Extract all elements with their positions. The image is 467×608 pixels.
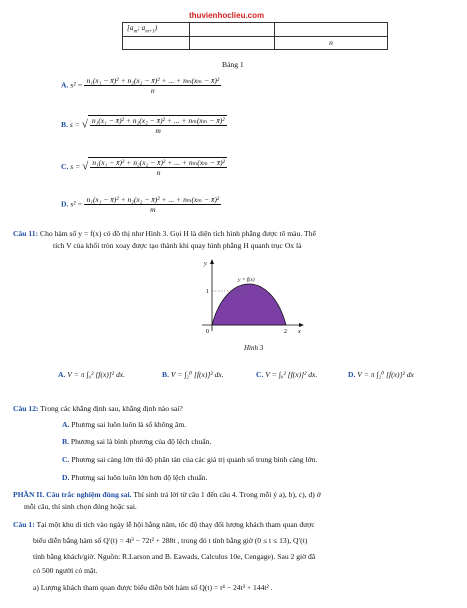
question-label: Câu 1:	[13, 520, 35, 529]
option-c-variance	[61, 157, 227, 178]
table-row	[123, 23, 388, 37]
sqrt-body	[88, 115, 227, 136]
question-1	[13, 520, 315, 529]
question-1-line2: biểu diễn bằng hàm số Q′(t) = 4t³ − 72t² + 288t , trong đó t tính bằng giờ (0 ≤ t ≤ 13), Q′(t)	[33, 536, 308, 545]
formula-fraction: $\frac{\text{n₁(x₁ − x̄)² + n₂(x₂ − x̄)² + ... + nₘ(xₘ − x̄)²}}{n}$	[86, 76, 220, 96]
option-letter: B.	[61, 120, 68, 130]
x-axis-arrow-icon	[299, 323, 304, 327]
question-label: Câu 11:	[13, 229, 39, 238]
formula-fraction: $\frac{\text{n₁(x₁ − x̄)² + n₂(x₂ − x̄)² + ... + nₘ(xₘ − x̄)²}}{n}$	[92, 158, 225, 178]
sqrt-body	[88, 157, 227, 178]
table-cell	[123, 36, 190, 49]
question-text: Trong các khẳng định sau, khẳng định nào sai?	[40, 404, 183, 413]
option-letter: C.	[61, 162, 69, 172]
shaded-region	[212, 284, 286, 325]
option-d-variance	[61, 195, 221, 215]
table-caption: Bảng 1	[222, 60, 244, 69]
curve-label: y = f(x)	[238, 277, 255, 283]
option-lhs: s² =	[70, 199, 83, 209]
part-2-instructions: Thí sinh trả lời từ câu 1 đến câu 4. Trong mỗi ý a), b), c), d) ở	[131, 490, 321, 499]
table-cell	[275, 23, 388, 37]
sqrt-icon: √	[81, 118, 88, 131]
question-11-line2: tích V của khối tròn xoay được tạo thành khi quay hình phẳng H quanh trục Ox là	[53, 241, 302, 250]
formula-fraction: $\frac{\text{n₁(x₁ − x̄)² + n₂(x₂ − x̄)² + ... + nₘ(xₘ − x̄)²}}{m}$	[91, 116, 225, 136]
q12-option-b: B. Phương sai là bình phương của độ lệch chuẩn.	[62, 437, 212, 446]
option-letter: D.	[61, 199, 69, 209]
table-cell: n	[275, 36, 388, 49]
question-text: Cho hàm số y = f(x) có đồ thị như Hình 3. Gọi H là diện tích hình phẳng được tô màu. Thể	[40, 229, 316, 238]
question-label: Câu 12:	[13, 404, 39, 413]
y-axis-arrow-icon	[210, 259, 214, 264]
frequency-table	[122, 22, 388, 50]
question-12	[13, 404, 183, 413]
tick-label-2: 2	[284, 329, 287, 335]
option-lhs: s =	[70, 162, 81, 172]
tick-label-0: 0	[206, 329, 209, 335]
question-text: Tại một khu di tích vào ngày lễ hội hằng năm, tốc độ thay đổi lượng khách tham quan được	[36, 520, 315, 529]
y-label: y	[204, 261, 207, 267]
table-cell	[190, 23, 275, 37]
sqrt-icon: √	[82, 160, 89, 173]
question-11	[13, 229, 453, 238]
question-1-line4: có 500 người có mặt.	[33, 566, 98, 575]
option-letter: A.	[61, 80, 69, 90]
option-a-variance	[61, 76, 221, 96]
formula-fraction: $\frac{\text{n₁(x₁ − x̄)² + n₂(x₂ − x̄)² + ... + nₘ(xₘ − x̄)²}}{m}$	[86, 195, 220, 215]
q12-option-a: A. Phương sai luôn luôn là số không âm.	[62, 420, 187, 429]
table-cell	[190, 36, 275, 49]
option-b-variance	[61, 115, 227, 136]
part-2-heading	[13, 490, 458, 499]
watermark: thuvienhoclieu.com	[189, 11, 265, 20]
q11-option-d: D. V = π ∫₂⁰ [f(x)]² dx	[348, 370, 414, 379]
table-row	[123, 36, 388, 49]
part-2-instructions-line2: mỗi câu, thí sinh chọn đúng hoặc sai.	[24, 502, 137, 511]
question-1-line3: tính bằng khách/giờ. Nguồn: R.Larson and B. Eawads, Calculus 10e, Cengage). Sau 2 giờ đã	[33, 552, 316, 561]
tick-label-1: 1	[206, 289, 209, 295]
q12-option-c: C. Phương sai càng lớn thì độ phân tán của các giá trị quanh số trung bình càng lớn.	[62, 455, 318, 464]
figure-caption: Hình 3	[244, 344, 264, 352]
q12-option-d: D. Phương sai luôn luôn lớn hơn độ lệch chuẩn.	[62, 473, 208, 482]
q11-option-c: C. V = ∫₀² [f(x)]² dx.	[256, 370, 318, 379]
part-2-title: PHẦN II. Câu trắc nghiệm đúng sai.	[13, 490, 132, 499]
function-graph-figure	[198, 257, 308, 341]
q11-option-a: A. V = π ∫₀² [f(x)]² dx.	[58, 370, 126, 379]
x-label: x	[298, 329, 301, 335]
q11-option-b: B. V = ∫₂⁰ [f(x)]² dx.	[162, 370, 224, 379]
question-1-part-a: a) Lượng khách tham quan được biểu diễn bởi hàm số Q(t) = t⁴ − 24t³ + 144t² .	[33, 583, 273, 592]
table-cell: [$a_m$; $a_{m+1}$)	[123, 23, 190, 37]
option-lhs: s =	[69, 120, 80, 130]
option-lhs: s² =	[70, 80, 83, 90]
